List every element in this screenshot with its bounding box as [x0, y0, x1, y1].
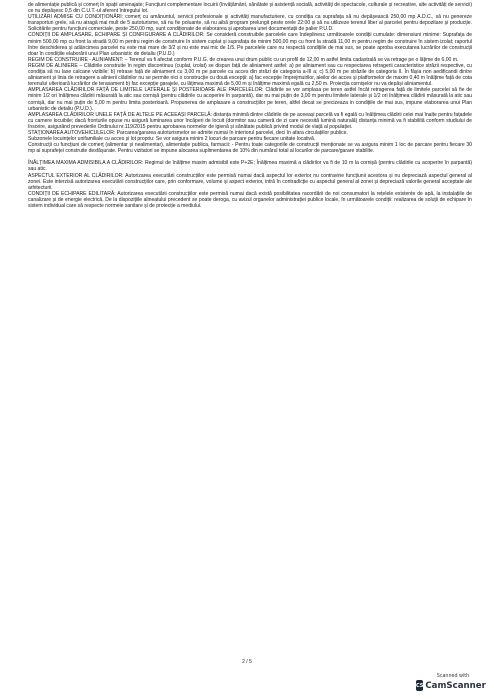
page-number: 2 / 5: [242, 659, 252, 665]
watermark-caption: Scanned with: [436, 674, 470, 679]
watermark-brand: CamScanner: [425, 680, 486, 691]
paragraph-parking-single-family: Subzonele locuințelor unifamiliale cu acces și lot propriu: Se vor asigura minim 2 locuri de parcare pentru fiecare unitate locativă.: [28, 136, 316, 143]
camscanner-logo-icon: CS: [416, 680, 423, 691]
paragraph-buildings-same-plot: AMPLASAREA CLĂDIRILOR UNELE FAȚĂ DE ALTELE PE ACEEAȘI PARCELĂ: distanța minimă dintre clădirile de pe aceeași parcelă va fi egală cu înălțimea clădirii celei mai înalte pentru fațadele cu camere locuibile; dacă fronturile opuse nu asigură luminarea unor încăperi de locuit (dormitor sau cameră de zi care necesită lumină naturală) distanța minimă va fi stabilită conform studiului de însorire, asigurând prevederile Ordinului nr.119/2015 pentru aprobarea normelor de igienă și sănătate publică privind modul de viață al populației.: [28, 111, 472, 130]
paragraph-parking: STAȚIONAREA AUTOVEHICULELOR: Parcarea/gararea autoturismelor se admite numai în interiorul parcelei, deci în afara circulațiilor publice.: [28, 129, 348, 136]
paragraph-lateral-limits: AMPLASAREA CLĂDIRILOR FAȚĂ DE LIMITELE LATERALE ȘI POSTERIOARE ALE PARCELELOR: Clădirile se vor amplasa pe teren astfel încât retragerea față de limitele parcelei să fie de minim 1/2 ori înălțimea clădirii măsurată la atic sau cornișă (pentru clădirile cu acoperire în șarpantă), dar nu mai puțin de 3,00 m pentru limitele laterale și 1/2 ori înălțimea clădirii măsurată la atic sau cornișă, dar nu mai puțin de 5,00 m pentru limita posterioară. Propunerea de amplasare a construcțiilor pe teren, altfel decat se precizeaza in condițiile de mai sus, impune elaborarea unui Plan urbanistic de detaliu (P.U.D.).: [28, 87, 472, 112]
paragraph-placement-conditions: CONDIȚII DE AMPLASARE, ECHIPARE ȘI CONFIGURARE A CLĂDIRILOR: Se consideră construibile parcelele care îndeplinesc următoarele condiții cumulate: dimensiuni minime: Suprafața de minim 500,00 mp cu front la stradă 9,00 m pentru regim de construire în sistem cuplat și suprafața de minim 500,00 mp cu front la stradă 11,00 m pentru regim de construire în sistem izolat; raportul între deschiderea și adâncimea parcelei nu este mai mare de 3/2 și nu este mai mic de 1/5. Pe parcelele care nu respectă condițiile de mai sus, se poate aproba executarea lucrărilor de construcții doar în condițiile elaborării unui Plan urbanistic de detaliu (P.U.D.): [28, 32, 472, 57]
document-body: [28, 2, 472, 209]
paragraph-conditional-uses: UTILIZĂRI ADMISE CU CONDIȚIONĂRI: comerț cu amănuntul, servicii profesionale și activități manufacturiere, cu condiția ca suprafața să nu depășească 250,00 mp A.D.C., să nu genereze transporturi grele, să nu atragă mai mult de 5 autoturisme, să nu fie poluante, să nu aibă program prelungit peste orele 22:00 și să nu utilizeze terenul liber al parcelei pentru depozitare și producție. Solicitările pentru funcțiuni comerciale, peste 250,00 mp, sunt condiționate de elaborarea și aprobarea unei documentații de palier P.U.D.: [28, 14, 472, 33]
watermark-row: [416, 680, 486, 691]
paragraph-alignment-rules: REGIM DE ALINIERE – Clădirile construite în regim discontinuu (cuplat, izolat) se dispun față de aliniament astfel: a) pe aliniament sau cu respectarea retragerii caracteristice străzii respective, cu condiția să nu lase calcane vizibile; b) retrase față de aliniament cu 3,00 m pe parcele cu acces din străzi de categoria a-III a; c) 5,00 m pe străzile de categoria II. În fâșia non aedificandi dintre aliniament și linia de retragere a alinierii clădirilor nu se permite nici o construcție cu două excepții: a) fac excepție împrejmuirilor, aleilor de acces și platformelor de maxim 0,40 m înălțime față de cota terenului ulterioară lucrărilor de terasament b) fac excepție garajele, cu lățimea maximă de 5,00 m și înălțime maximă egală cu 2,50 m. Proiecția cornișelor nu va depăși aliniamentul.: [28, 62, 472, 88]
paragraph-max-height: ÎNĂLȚIMEA MAXIMA ADMISIBILA A CLĂDIRILOR: Regimul de înălțime maxim admisibil este P+2E; Înălțimea maximă a clădirilor va fi de 10 m la cornișă (pentru clădirile cu acoperire în șarpantă) sau atic.: [28, 160, 472, 173]
paragraph-functions-continued: de alimentație publică și comerț în spații amenajate; Funcțiuni complementare locuirii (învățământ, sănătate și asistență socială, activități de spectacole, culturale și recreative, alte activități de servicii) ce nu depășesc 0,5 din C.U.T.-ul aferent întregului lot.: [28, 2, 472, 15]
paragraph-utilities: CONDIȚII DE ECHIPARE EDILITARĂ: Autorizarea executării construcțiilor este permisă numai dacă există posibilitatea racordării de noi consumatori la rețelele existente de apă, la instalațiile de canalizare și de energie electrică. De la dispozițiile alineatului precedent se poate deroga, cu avizul organelor administrației publice locale, în următoarele condiții: realizarea de soluții de echipare în sistem individual care să respecte normele sanitare și de protecție a mediului.: [28, 190, 472, 209]
paragraph-alignment-regime: REGIM DE CONSTRUIRE - ALINIAMENT: – Terenul va fi afectat conform P.U.G. de crearea unui drum public cu un profil de 12,00 m astfel limita cadastrală se va retrage pe o lățime de 6,00 m.: [28, 56, 459, 63]
paragraph-parking-commercial: Construcții cu funcțiuni de comerț (alimentar și nealimentar), alimentație publica, farmacii: - Pentru toate categoriile de construcții menționate se va asigura minim 1 loc de parcare pentru fiecare 30 mp ai suprafeței construite desfășurate. Pentru vizitatori se impune alocarea suplimentarea de 10% din numărul total al locurilor de parcare/garare stabilite.: [28, 142, 472, 155]
camscanner-watermark: [416, 674, 486, 691]
paragraph-exterior-aspect: ASPECTUL EXTERIOR AL CLĂDIRILOR: Autorizarea executării construcțiilor este permisă numai dacă aspectul lor exterior nu contravine funcțiunii acestora și nu depreciază aspectul general al zonei. Este interzisă autorizarea executării construcțiilor care, prin conformare, volume și aspect exterior, intră în contradicție cu aspectul general al zonei și depreciază valorile general acceptate ale arhitecturii.: [28, 172, 472, 191]
